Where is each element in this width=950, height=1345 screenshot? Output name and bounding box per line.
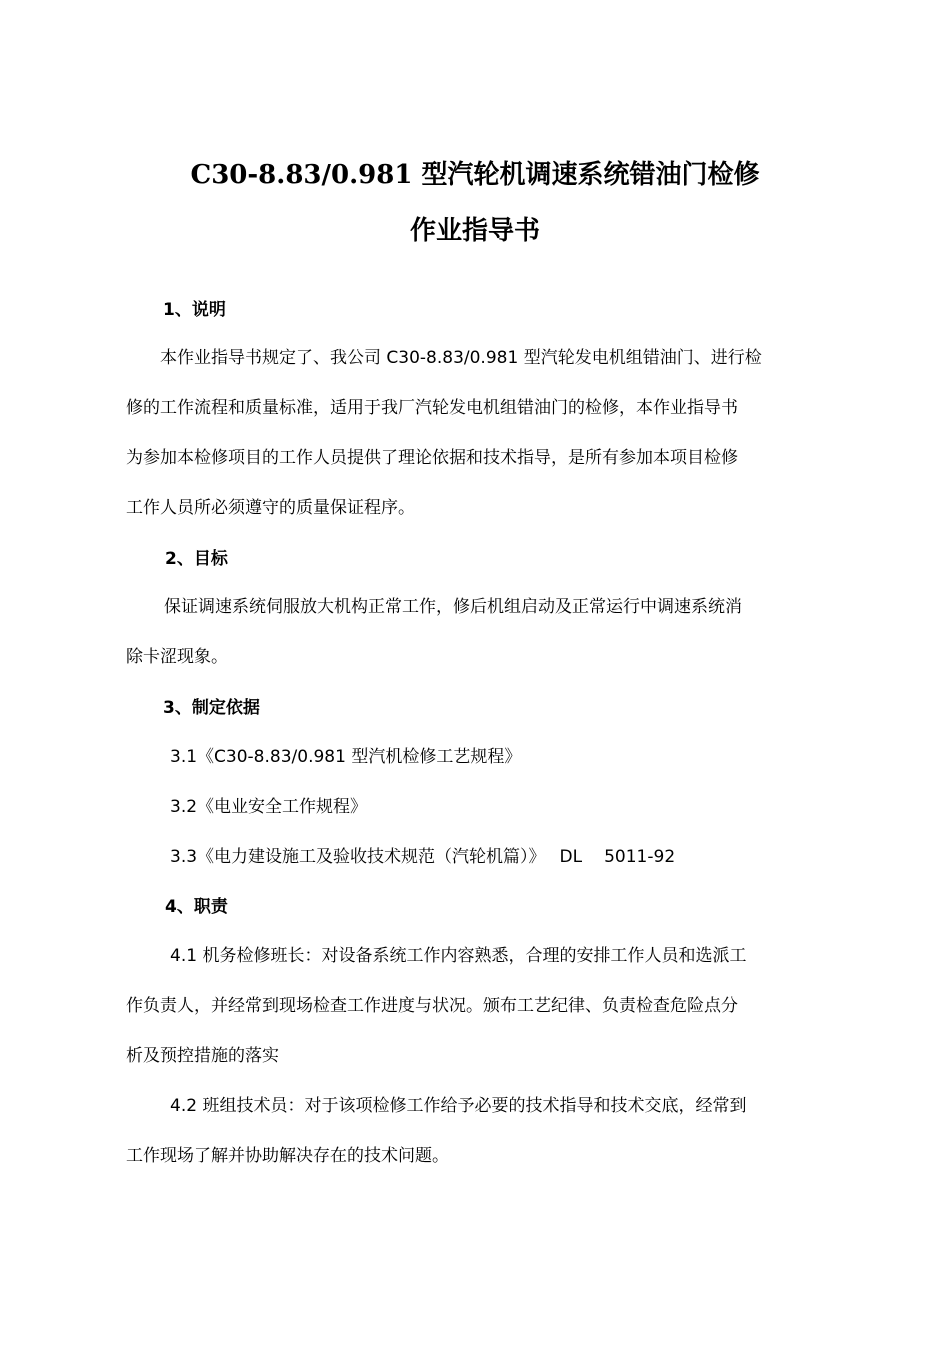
paragraph-line: 4.1 机务检修班长：对设备系统工作内容熟悉，合理的安排工作人员和选派工: [170, 946, 747, 966]
paragraph-line: 除卡涩现象。: [126, 647, 228, 667]
reference-title: 3.3《电力建设施工及验收技术规范（汽轮机篇）》: [170, 847, 546, 867]
section-heading-basis: 3、制定依据: [163, 698, 260, 718]
responsibility-item-technician: [126, 1081, 826, 1181]
paragraph-line: 本作业指导书规定了、我公司 C30-8.83/0.981 型汽轮发电机组错油门、进行检: [160, 348, 762, 368]
paragraph-line: 作负责人，并经常到现场检查工作进度与状况。颁布工艺纪律、负责检查危险点分: [126, 996, 738, 1016]
section-body-description: [126, 333, 826, 533]
document-title-line2: 作业指导书: [409, 216, 540, 246]
section-body-objective: [126, 582, 826, 682]
reference-item: 3.1《C30-8.83/0.981 型汽机检修工艺规程》: [170, 747, 522, 767]
paragraph-line: 为参加本检修项目的工作人员提供了理论依据和技术指导，是所有参加本项目检修: [126, 448, 738, 468]
paragraph-line: 保证调速系统伺服放大机构正常工作，修后机组启动及正常运行中调速系统消: [164, 597, 742, 617]
standard-code: DL: [559, 847, 583, 867]
reference-item-standard: [170, 844, 675, 870]
standard-number: 5011-92: [604, 847, 676, 867]
paragraph-line: 修的工作流程和质量标准，适用于我厂汽轮发电机组错油门的检修，本作业指导书: [126, 398, 738, 418]
paragraph-line: 析及预控措施的落实: [126, 1046, 279, 1066]
paragraph-line: 工作人员所必须遵守的质量保证程序。: [126, 498, 415, 518]
paragraph-line: 4.2 班组技术员：对于该项检修工作给予必要的技术指导和技术交底，经常到: [170, 1096, 747, 1116]
section-heading-objective: 2、目标: [165, 549, 228, 569]
responsibility-item-squad-leader: [126, 931, 826, 1081]
paragraph-line: 工作现场了解并协助解决存在的技术问题。: [126, 1146, 449, 1166]
reference-item: 3.2《电业安全工作规程》: [170, 797, 368, 817]
section-heading-description: 1、说明: [163, 300, 226, 320]
document-title-line1: C30-8.83/0.981 型汽轮机调速系统错油门检修: [190, 160, 760, 190]
section-heading-responsibilities: 4、职责: [165, 897, 228, 917]
